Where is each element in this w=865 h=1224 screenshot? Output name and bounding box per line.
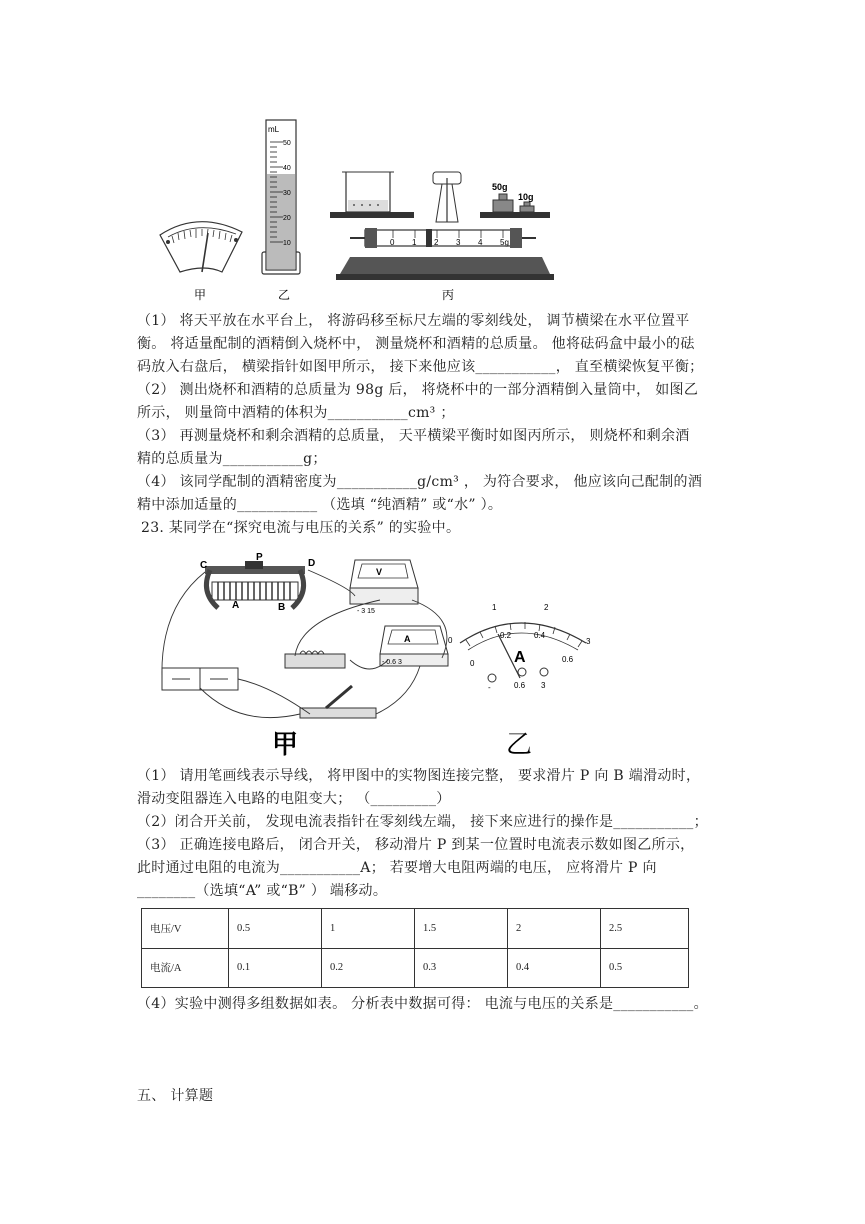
- q23-line-1: （1） 请用笔画线表示导线， 将甲图中的实物图连接完整， 要求滑片 P 向 B 端滑动时，: [137, 768, 701, 784]
- svg-text:P: P: [256, 552, 263, 563]
- ammeter-figure: [380, 626, 448, 666]
- rheostat-figure: [200, 552, 315, 613]
- table-cell: 2.5: [601, 909, 689, 949]
- svg-text:1: 1: [412, 238, 417, 247]
- table-cell: 1: [322, 909, 415, 949]
- q22-line-9: 精中添加适量的___________ （选填 “纯酒精” 或“水” ）。: [137, 497, 503, 513]
- fig1-caption-bing: 丙: [442, 288, 455, 302]
- svg-text:-: -: [488, 683, 491, 692]
- voltmeter-figure: [350, 560, 418, 615]
- q23-line-6: ________（选填“A” 或“B” ） 端移动。: [137, 883, 388, 899]
- table-cell: 0.2: [322, 948, 415, 988]
- q22-line-8: （4） 该同学配制的酒精密度为___________g/cm³ ， 为符合要求， 他应该向己配制的酒: [137, 474, 703, 490]
- q22-line-1: （1） 将天平放在水平台上， 将游码移至标尺左端的零刻线处， 调节横梁在水平位置平: [137, 313, 690, 329]
- q23-line-2: 滑动变阻器连入电路的电阻变大； （_________）: [137, 791, 451, 807]
- table-row: [142, 948, 689, 988]
- q22-line-3: 码放入右盘后， 横梁指针如图甲所示， 接下来他应该___________， 直至横梁恢复平衡；: [137, 359, 704, 375]
- table-cell: 2: [508, 909, 601, 949]
- svg-text:20: 20: [283, 215, 291, 222]
- section-5-heading: 五、 计算题: [137, 1088, 214, 1104]
- svg-text:0.6: 0.6: [562, 655, 574, 664]
- data-table: [141, 908, 689, 988]
- table-cell: 电流/A: [142, 948, 229, 988]
- q23-title: 23. 某同学在“探究电流与电压的关系” 的实验中。: [141, 520, 461, 536]
- table-cell: 1.5: [415, 909, 508, 949]
- svg-text:0: 0: [470, 659, 475, 668]
- svg-text:0.6: 0.6: [514, 681, 526, 690]
- q22-line-7: 精的总质量为___________g；: [137, 451, 327, 467]
- svg-text:A: A: [232, 600, 240, 611]
- svg-text:- 3 15: - 3 15: [357, 608, 375, 615]
- figure-balance-cylinder: [150, 112, 570, 307]
- svg-text:A: A: [404, 634, 411, 644]
- table-cell: 0.1: [229, 948, 322, 988]
- svg-text:3: 3: [456, 238, 461, 247]
- svg-text:30: 30: [283, 190, 291, 197]
- svg-text:B: B: [278, 602, 286, 613]
- svg-text:0: 0: [448, 636, 453, 645]
- svg-text:3: 3: [541, 681, 546, 690]
- q23-line-5: 此时通过电阻的电流为___________A； 若要增大电阻两端的电压， 应将滑片 P 向: [137, 860, 657, 876]
- svg-text:3: 3: [586, 637, 591, 646]
- table-cell: 0.5: [229, 909, 322, 949]
- fig1-caption-yi: 乙: [278, 288, 291, 302]
- q23-q4-line: （4）实验中测得多组数据如表。 分析表中数据可得： 电流与电压的关系是___________。: [137, 996, 708, 1012]
- svg-text:A: A: [514, 649, 526, 666]
- svg-text:D: D: [308, 558, 316, 569]
- svg-text:2: 2: [434, 238, 439, 247]
- cylinder-unit-label: mL: [268, 125, 280, 134]
- q23-line-3: （2）闭合开关前， 发现电流表指针在零刻线左端， 接下来应进行的操作是___________；: [137, 814, 708, 830]
- svg-text:0: 0: [390, 238, 395, 247]
- svg-text:50: 50: [283, 140, 291, 147]
- fig1-caption-jia: 甲: [194, 288, 207, 302]
- svg-text:4: 4: [478, 238, 483, 247]
- balance-figure: [330, 172, 554, 280]
- svg-text:40: 40: [283, 165, 291, 172]
- svg-text:0.2: 0.2: [500, 631, 512, 640]
- q23-line-4: （3） 正确连接电路后， 闭合开关， 移动滑片 P 到某一位置时电流表示数如图乙所示，: [137, 837, 695, 853]
- fig2-caption-yi: 乙: [506, 730, 533, 756]
- table-cell: 0.4: [508, 948, 601, 988]
- svg-text:1: 1: [492, 603, 497, 612]
- svg-text:2: 2: [544, 603, 549, 612]
- weight-10g-label: 10g: [518, 192, 534, 202]
- measuring-cylinder-figure: [262, 120, 300, 274]
- svg-text:- 0.6 3: - 0.6 3: [382, 659, 402, 666]
- table-cell: 0.3: [415, 948, 508, 988]
- fig2-caption-jia: 甲: [272, 730, 299, 756]
- q22-line-5: 所示， 则量筒中酒精的体积为___________cm³ ；: [137, 405, 455, 421]
- table-cell: 电压/V: [142, 909, 229, 949]
- weight-50g-label: 50g: [492, 182, 508, 192]
- svg-text:5g: 5g: [500, 238, 509, 247]
- table-cell: 0.5: [601, 948, 689, 988]
- pointer-scale-figure: [160, 222, 242, 272]
- svg-text:V: V: [376, 567, 383, 577]
- figure-circuit: [150, 548, 610, 756]
- ammeter-dial-figure: [448, 603, 591, 692]
- svg-text:C: C: [200, 560, 208, 571]
- svg-text:0.4: 0.4: [534, 631, 546, 640]
- svg-text:10: 10: [283, 240, 291, 247]
- q22-line-6: （3） 再测量烧杯和剩余酒精的总质量， 天平横梁平衡时如图丙所示， 则烧杯和剩余酒: [137, 428, 690, 444]
- table-row: [142, 909, 689, 949]
- q22-line-4: （2） 测出烧杯和酒精的总质量为 98g 后， 将烧杯中的一部分酒精倒入量筒中， 如图乙: [137, 382, 699, 398]
- q22-line-2: 衡。 将适量配制的酒精倒入烧杯中， 测量烧杯和酒精的总质量。 他将砝码盒中最小的砝: [137, 336, 695, 352]
